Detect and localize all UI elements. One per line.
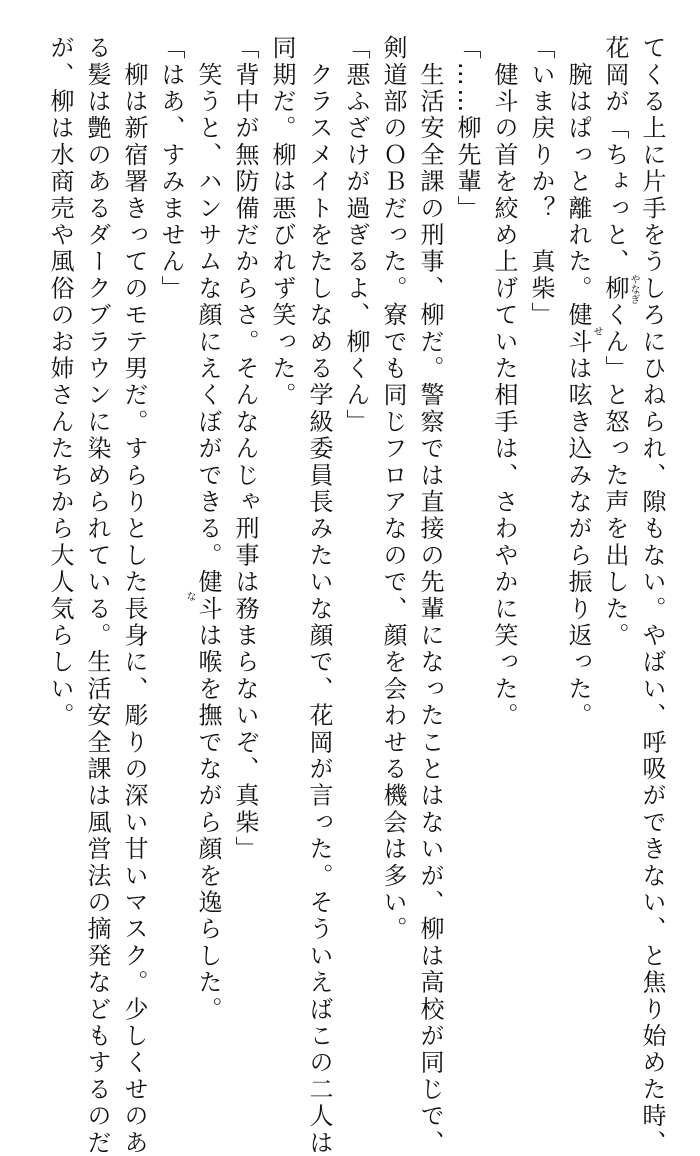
text-column-16: る髪は艶のあるダークブラウンに染められている。生活安全課は風営法の摘発などもするのだ xyxy=(83,35,111,1156)
ruby-yanagi: やなぎ xyxy=(628,274,639,304)
text-column-11: 同期だ。柳は悪びれず笑った。 xyxy=(268,35,296,409)
text-column-8: 剣道部のＯＢだった。寮でも同じフロアなので、顔を会わせる機会は多い。 xyxy=(379,35,407,943)
text-column-4: 「いま戻りか？ 真柴」 xyxy=(527,35,555,329)
text-column-10: クラスメイトをたしなめる学級委員長みたいな顔で、花岡が言った。そういえばこの二人は xyxy=(305,35,333,1156)
text-column-1: てくる上に片手をうしろにひねられ、隙もない。やばい、呼吸ができない、と焦り始めた時、 xyxy=(638,35,666,1156)
text-column-17: が、柳は水商売や風俗のお姉さんたちから大人気らしい。 xyxy=(46,35,74,730)
text-column-2: 花岡が「ちょっと、柳くん」と怒った声を出した。 xyxy=(601,35,629,650)
text-column-5: 健斗の首を絞め上げていた相手は、さわやかに笑った。 xyxy=(490,35,518,730)
text-column-12: 「背中が無防備だからさ。そんなんじゃ刑事は務まらないぞ、真柴」 xyxy=(231,35,259,863)
text-column-6: 「……柳先輩」 xyxy=(453,35,481,222)
text-column-7: 生活安全課の刑事、柳だ。警察では直接の先輩になったことはないが、柳は高校が同じで、 xyxy=(416,35,444,1156)
ruby-na: な xyxy=(184,591,195,601)
text-column-9: 「悪ふざけが過ぎるよ、柳くん」 xyxy=(342,35,370,436)
text-column-13: 笑うと、ハンサムな顔にえくぼができる。健斗は喉を撫でながら顔を逸らした。 xyxy=(194,35,222,1023)
ruby-se: せ xyxy=(591,326,602,336)
text-column-15: 柳は新宿署きってのモテ男だ。すらりとした長身に、彫りの深い甘いマスク。少しくせのあ xyxy=(120,35,148,1156)
text-column-14: 「はあ、すみません」 xyxy=(157,35,185,302)
text-column-3: 腕はぱっと離れた。健斗は呟き込みながら振り返った。 xyxy=(564,35,592,730)
